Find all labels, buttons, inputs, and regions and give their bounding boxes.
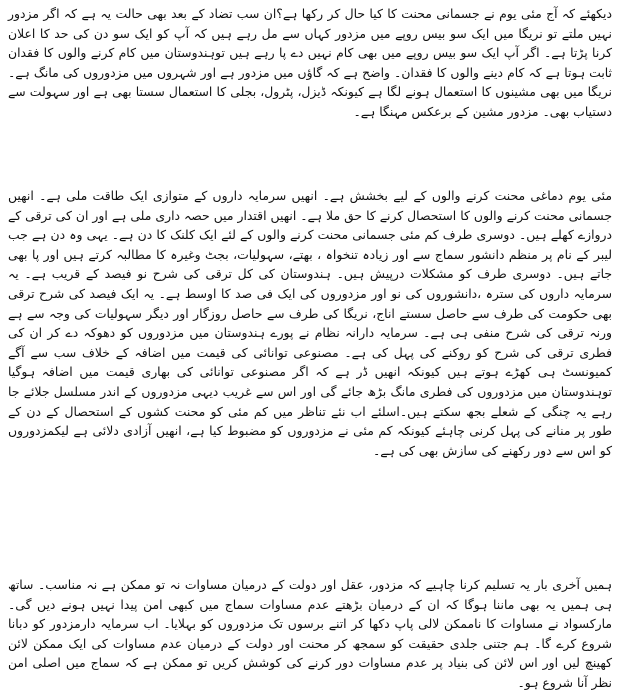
paragraph-3: ہمیں آخری بار یہ تسلیم کرنا چاہیے کہ مزدور، عقل اور دولت کے درمیان مساوات نہ تو ممکن ہے نہ مناسب۔ ساتھ ہی ہمیں یہ بھی ماننا ہوگا کہ ان کے درمیان بڑھتے عدم مساوات سماج میں کبھی امن پیدا نہیں ہونے دیں گی۔ مارکسواد نے مساوات کا ناممکن لالی پاپ دکھا کر اتنے برسوں تک مزدوروں کو بہلایا۔ اب سرمایہ دارمزدور کو دبانا شروع کرے گا۔ ہم جتنی جلدی حقیقت کو سمجھ کر محنت اور دولت کے درمیان عدم مساوات کی ایک ممکن لائن کھینچ لیں اور اس لائن کی بنیاد پر عدم مساوات دور کرنے کی کوشش کریں تو ممکن ہے کہ سماج میں اصلی امن نظر آنا شروع ہو۔ — [8, 577, 612, 690]
paragraph-2: مئی یوم دماغی محنت کرنے والوں کے لیے بخشش ہے۔ انھیں سرمایہ داروں کے متوازی ایک طاقت ملی ہے۔ انھیں جسمانی محنت کرنے والوں کا استحصال کرنے کا حق ملا ہے۔ انھیں اقتدار میں حصہ داری ملی ہے اور ان کی ترقی کے دروازے کھلے ہیں۔ دوسری طرف کم مئی جسمانی محنت کرنے والوں کے لئے ایک کلنک کا دن ہے۔ یہی وہ دن ہے جب لیبر کے نام پر منظم دانشور سماج سے اور زیادہ تنخواہ ، بھتے، سہولیات، بجٹ وغیرہ کا مطالبہ کرتے ہیں اور پا بھی جاتے ہیں۔ دوسری طرف کو مشکلات درپیش ہیں۔ ہندوستان کی کل ترقی کی شرح نو فیصد کے قریب ہے۔ یہ سرمایہ داروں کی سترہ ،دانشوروں کی نو اور مزدوروں کی ایک فی صد کا اوسط ہے۔ یہ ایک فیصد کی شرح ترقی بھی حکومت کی طرف سے حاصل سستے اناج، نریگا کی طرف سے حاصل روزگار اور دیگر سہولیات کی وجہ سے ہے ورنہ ترقی کی شرح منفی ہی ہے۔ سرمایہ دارانہ نظام نے پورے ہندوستان میں مزدوروں کو دھوکہ دے کر ان کی فطری ترقی کی شرح کو روکنے کی پہل کی ہے۔ مصنوعی توانائی کی قیمت میں اضافہ کے خلاف سب سے آگے کمیونسٹ ہی کھڑے ہوتے ہیں کیونکہ انھیں ڈر ہے کہ اگر مصنوعی توانائی کی بھاری قیمت میں اضافہ ہوگیا توہندوستان میں مزدوروں کی فطری مانگ بڑھ جائے گی اور اس سے غریب دیہی مزدوروں کے اندر مسلسل جلائے جا رہے یہ چنگی کے شعلے بجھ سکتے ہیں۔اسلئے اب نئے تناظر میں کم مئی کو محنت کشوں کے استحصال کے دن کے طور پر منانے کی پہل کرنی چاہئے کیونکہ کم مئی نے مزدوروں کو مضبوط کیا ہے، انھیں آزادی دلائی ہے لیکمزدوروں کو اس سے دور رکھنے کی سازش بھی کی ہے۔ — [8, 188, 612, 458]
paragraph-1: دیکھئے کہ آج مئی یوم نے جسمانی محنت کا کیا حال کر رکھا ہے؟ان سب تضاد کے بعد بھی حالت یہ ہے کہ اگر مزدور نہیں ملتے تو نریگا میں ایک سو بیس روپے میں مزدور کہاں سے مل رہے ہیں کہ آپ کو ایک سو دن کی حد کا اعلان کرنا پڑتا ہے۔ اگر آپ ایک سو بیس روپے میں بھی کام نہیں دے پا رہے ہیں توہندوستان میں کام کرنے والوں کا فقدان ثابت ہوتا ہے کہ کام دینے والوں کا فقدان۔ واضح ہے کہ گاؤں میں مزدور ہے اور شہروں میں مزدوروں کی مانگ ہے۔ نریگا میں بھی مشینوں کا استعمال ہونے لگا ہے کیونکہ ڈیزل، پٹرول، بجلی کا استعمال سستا بھی ہے اور سہولت سے دستیاب بھی۔ مزدور مشین کے برعکس مہنگا ہے۔ — [8, 6, 612, 119]
